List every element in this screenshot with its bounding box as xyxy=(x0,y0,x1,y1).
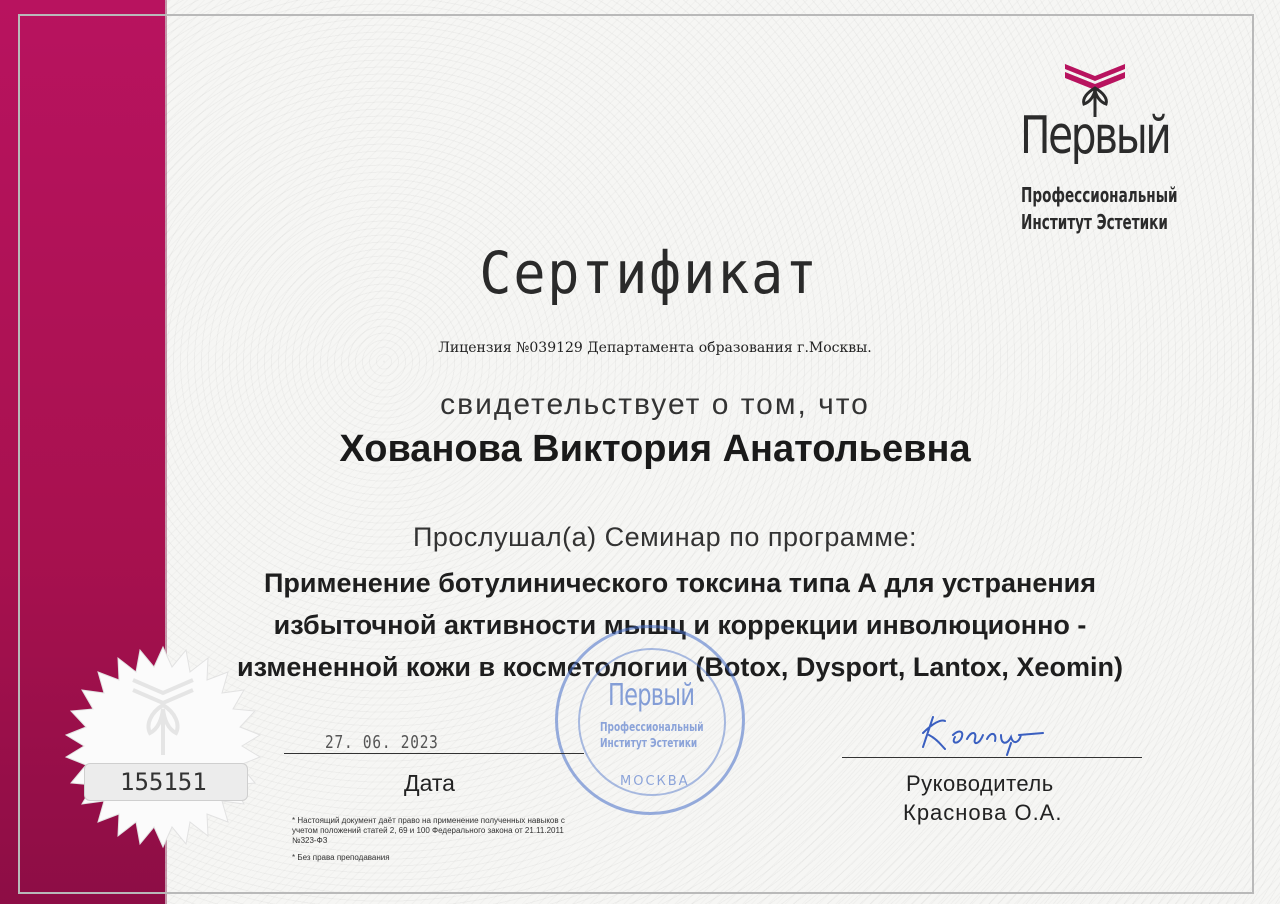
signature-line xyxy=(842,757,1142,758)
legal-note: * Без права преподавания xyxy=(292,853,390,862)
serial-number: 155151 xyxy=(84,763,248,801)
issue-date: 27. 06. 2023 xyxy=(325,732,439,753)
logo-word: Первый xyxy=(1020,106,1170,166)
stamp-word: Первый xyxy=(608,678,695,713)
license-text: Лицензия №039129 Департамента образования г.Москвы. xyxy=(438,340,872,356)
signer-name: Краснова О.А. xyxy=(903,800,1063,825)
program-line: Применение ботулинического токсина типа А для устранения xyxy=(263,568,1097,598)
serial-seal xyxy=(58,645,268,855)
date-label: Дата xyxy=(404,770,455,796)
legal-note: * Настоящий документ даёт право на применение полученных навыков с учетом положений статей 2, 69 и 100 Федерального закона от 21.11.2011 №323-ФЗ xyxy=(292,816,565,845)
handwritten-signature xyxy=(915,705,1045,760)
logo-subtitle: Профессиональный xyxy=(1021,183,1178,207)
certifies-text: свидетельствует о том, что xyxy=(440,388,870,421)
institute-stamp xyxy=(555,625,745,815)
signer-role: Руководитель xyxy=(906,771,1054,796)
logo-subtitle: Институт Эстетики xyxy=(1021,210,1168,234)
program-line: избыточной активности мышц и коррекции инволюционно - xyxy=(273,610,1087,640)
certificate-title: Сертификат xyxy=(479,239,820,307)
seminar-intro: Прослушал(а) Семинар по программе: xyxy=(412,522,918,552)
date-line xyxy=(284,753,584,754)
program-line: измененной кожи в косметологии (Botox, Dysport, Lantox, Xeomin) xyxy=(237,652,1123,682)
stamp-subtitle: Институт Эстетики xyxy=(600,736,698,750)
recipient-name: Хованова Виктория Анатольевна xyxy=(339,428,971,470)
stamp-city: МОСКВА xyxy=(620,774,690,789)
stamp-subtitle: Профессиональный xyxy=(600,720,704,734)
institute-logo xyxy=(1015,62,1185,242)
